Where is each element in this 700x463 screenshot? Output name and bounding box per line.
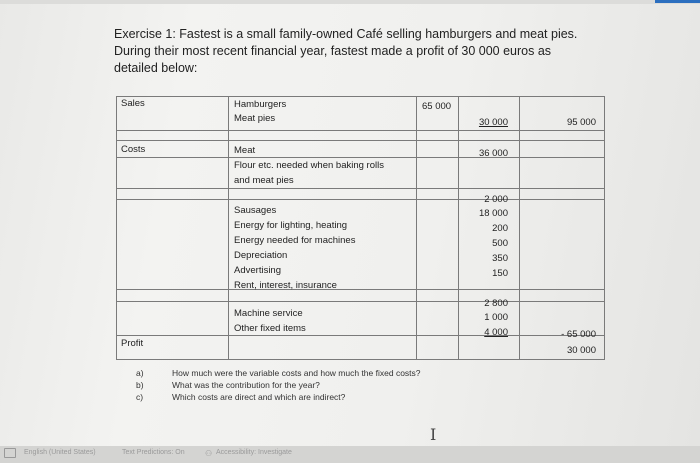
other-fixed-value: 4 000 xyxy=(484,327,508,338)
status-language[interactable]: English (United States) xyxy=(24,449,96,456)
intro-line-3: detailed below: xyxy=(114,61,198,75)
window-top-border xyxy=(0,0,700,4)
machines-energy-label: Energy needed for machines xyxy=(234,235,356,246)
other-fixed-label: Other fixed items xyxy=(234,323,306,334)
depreciation-label: Depreciation xyxy=(234,250,288,261)
table-row-divider-profit xyxy=(116,335,605,336)
costs-label: Costs xyxy=(121,144,146,155)
flour-label: Flour etc. needed when baking rolls xyxy=(234,160,384,171)
status-text-predictions[interactable]: Text Predictions: On xyxy=(122,449,185,456)
meat-pies-value: 30 000 xyxy=(478,117,508,128)
proofing-book-icon[interactable] xyxy=(4,448,16,458)
table-col-divider-4 xyxy=(519,96,520,360)
table-row-divider-gap xyxy=(116,140,605,141)
sausages-label: Sausages xyxy=(234,205,277,216)
machine-service-label: Machine service xyxy=(234,308,303,319)
rent-value: 2 800 xyxy=(484,298,508,309)
exercise-intro xyxy=(114,26,614,77)
machine-service-value: 1 000 xyxy=(484,312,508,323)
status-bar xyxy=(0,446,700,463)
table-row-divider-other xyxy=(116,301,605,302)
meat-label: Meat xyxy=(234,145,256,156)
sausages-value: 18 000 xyxy=(478,208,508,219)
advertising-value: 150 xyxy=(492,268,508,279)
window-accent-bar xyxy=(655,0,700,3)
meat-value: 36 000 xyxy=(478,148,508,159)
depreciation-value: 350 xyxy=(492,253,508,264)
question-text: What was the contribution for the year? xyxy=(172,380,320,390)
costs-total: - 65 000 xyxy=(561,329,596,340)
question-text: How much were the variable costs and how much the fixed costs? xyxy=(172,368,421,378)
rent-label: Rent, interest, insurance xyxy=(234,280,337,291)
question-letter: b) xyxy=(136,380,144,390)
machines-energy-value: 500 xyxy=(492,238,508,249)
status-accessibility[interactable]: Accessibility: Investigate xyxy=(216,449,292,456)
table-border-right xyxy=(604,96,605,360)
table-border-top xyxy=(116,96,605,97)
table-border-bottom xyxy=(116,359,605,360)
flour-value: 2 000 xyxy=(484,194,508,205)
table-row-divider-fixed xyxy=(116,289,605,290)
advertising-label: Advertising xyxy=(234,265,281,276)
intro-line-2: During their most recent financial year, fastest made a profit of 30 000 euros as xyxy=(114,44,552,58)
profit-table xyxy=(116,96,605,360)
intro-line-1: Exercise 1: Fastest is a small family-owned Café selling hamburgers and meat pies. xyxy=(114,27,578,41)
profit-label: Profit xyxy=(121,338,144,349)
table-col-divider-2 xyxy=(416,96,417,360)
accessibility-icon: ⚇ xyxy=(205,449,213,458)
hamburgers-value: 65 000 xyxy=(422,101,452,112)
hamburgers-label: Hamburgers xyxy=(234,99,287,110)
question-letter: a) xyxy=(136,368,144,378)
table-border-left xyxy=(116,96,117,360)
table-row-divider-sales xyxy=(116,130,605,131)
sales-total: 95 000 xyxy=(566,117,596,128)
lighting-value: 200 xyxy=(492,223,508,234)
profit-value: 30 000 xyxy=(566,345,596,356)
question-text: Which costs are direct and which are indirect? xyxy=(172,392,346,402)
table-col-divider-3 xyxy=(458,96,459,360)
table-row-divider-variable xyxy=(116,199,605,200)
lighting-label: Energy for lighting, heating xyxy=(234,220,348,231)
table-row-divider-flour xyxy=(116,188,605,189)
table-col-divider-1 xyxy=(228,96,229,360)
meat-pies-label: Meat pies xyxy=(234,113,276,124)
text-cursor-icon: I xyxy=(430,425,437,444)
flour-label-cont: and meat pies xyxy=(234,175,294,186)
sales-label: Sales xyxy=(121,98,145,109)
question-letter: c) xyxy=(136,392,144,402)
